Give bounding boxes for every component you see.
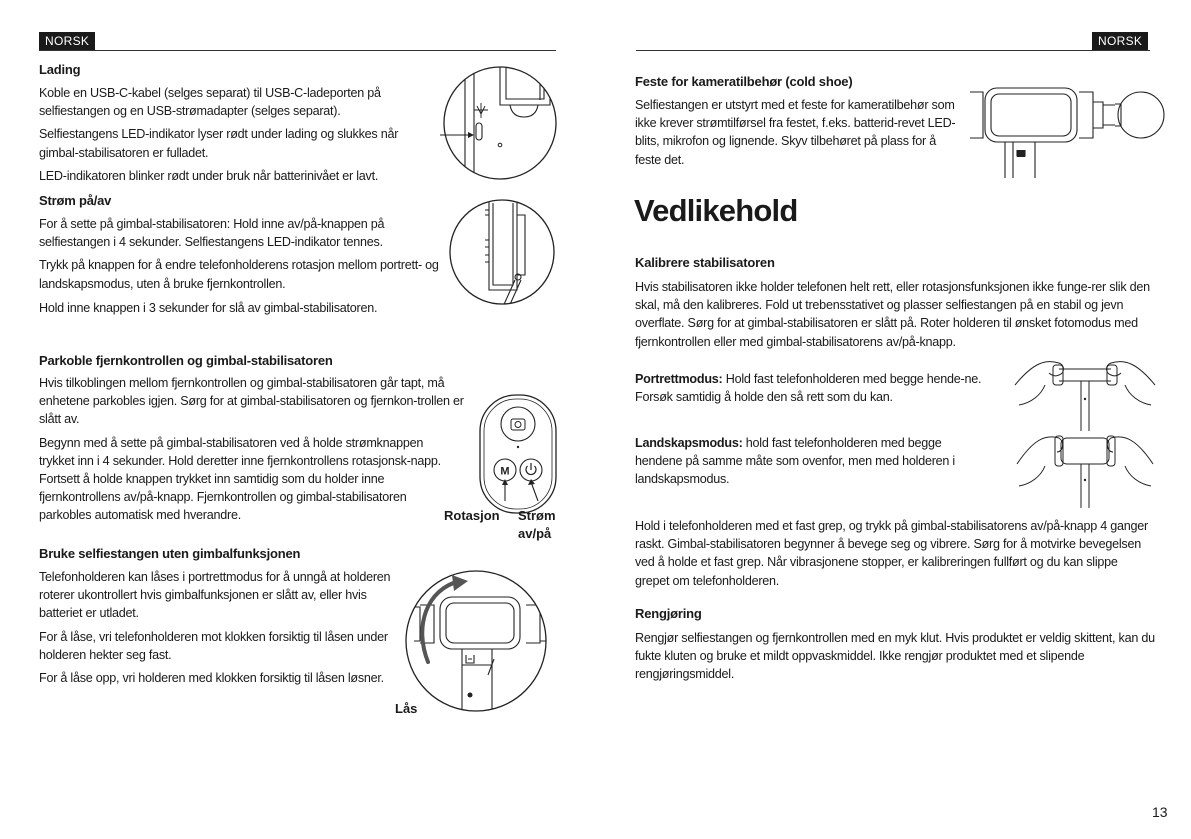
kalibrere-paragraph-2: Hold i telefonholderen med et fast grep, og trykk på gimbal-stabilisatorens av/på-knapp 4 ganger raskt. Gimbal-stabilisatoren begynner å bevege seg og vibrere. Sørg for å motvirke bevegelsen ved å holde et fast grep. Når vibrasjonene stopper, er kalibreringen fullført og du kan slippe grepet om telefonholderen. — [635, 519, 1148, 588]
section-title-lading: Lading — [39, 62, 81, 77]
lading-paragraph-3: LED-indikatoren blinker rødt under bruk når batterinivået er lavt. — [39, 168, 379, 183]
landskap-label: Landskapsmodus: — [635, 436, 743, 450]
section-title-kalibrere: Kalibrere stabilisatoren — [635, 255, 775, 270]
section-feste — [635, 74, 965, 174]
hands-landscape-illustration — [1015, 430, 1155, 508]
label-strom-avpa — [518, 507, 556, 543]
section-title-strom: Strøm på/av — [39, 193, 112, 208]
parkoble-paragraph-2: Begynn med å sette på gimbal-stabilisatoren ved å holde strømknappen trykket inn i 4 sekunder. Hold deretter inne fjernkontrollens rotasjonsk-napp. Fortsett å holde knappen trykket inn samtidig som du holder inne fjernkontrollens av/på-knapp. Fjernkontrollen og gimbal-stabilisatoren parkobles automatisk med hverandre. — [39, 435, 441, 523]
page-number: 13 — [1152, 804, 1168, 820]
bruke-paragraph-2: For å låse, vri telefonholderen mot klokken forsiktig til låsen under holderen hekter seg fast. — [39, 629, 388, 662]
header-rule-right — [636, 50, 1150, 51]
rengjoring-paragraph-1: Rengjør selfiestangen og fjernkontrollen med en myk klut. Hvis produktet er veldig skittent, kan du fukte kluten og bruke et mildt oppvaskmiddel. Ikke rengjør produktet med et slipende rengjøringsmiddel. — [635, 631, 1155, 682]
strom-paragraph-1: For å sette på gimbal-stabilisatoren: Hold inne av/på-knappen på selfiestangen i 4 sekunder. Selfiestangens LED-indikator tennes. — [39, 217, 385, 250]
language-tag-left: NORSK — [39, 32, 95, 50]
section-title-parkoble: Parkoble fjernkontrollen og gimbal-stabilisatoren — [39, 353, 333, 368]
lading-paragraph-2: Selfiestangens LED-indikator lyser rødt under lading og slukkes når gimbal-stabilisatoren er fulladet. — [39, 127, 399, 160]
lading-paragraph-1: Koble en USB-C-kabel (selges separat) til USB-C-ladeporten på selfiestangen og en USB-strømadapter (selges separat). — [39, 86, 381, 119]
section-strom — [39, 193, 439, 322]
lock-holder-illustration — [400, 567, 552, 715]
remote-control-illustration — [478, 393, 558, 515]
hands-portrait-illustration — [1015, 355, 1155, 431]
portrett-mode-text — [635, 370, 990, 406]
portrett-description: Hold fast telefonholderen med begge hende-ne. Forsøk samtidig å holde den så rett som du kan. — [635, 372, 982, 405]
label-avpa: av/på — [518, 526, 552, 541]
cold-shoe-illustration — [965, 78, 1165, 186]
kalibrere-paragraph-1: Hvis stabilisatoren ikke holder telefonen helt rett, eller rotasjonsfunksjonen ikke funge-rer slik den skal, må den kalibreres. Fold ut trebensstativet og plasser selfiestangen på en stabil og jevn overflate. Sørg for at gimbal-stabilisatoren er slått på. Roter holderen til ønsket fotomodus med fjernkontrollen eller med gimbal-stabilisatorens av/på-knapp. — [635, 280, 1150, 349]
section-lading — [39, 62, 439, 190]
section-parkoble — [39, 353, 479, 530]
header-rule-left — [39, 50, 556, 51]
section-title-feste: Feste for kameratilbehør (cold shoe) — [635, 74, 853, 89]
section-bruke — [39, 546, 399, 692]
kalibrere-paragraph-2-block — [635, 517, 1155, 595]
strom-paragraph-2: Trykk på knappen for å endre telefonholderens rotasjon mellom portrett- og landskapsmodus, uten å bruke fjernkontrollen. — [39, 258, 439, 291]
section-rengjoring — [635, 606, 1155, 689]
landskap-mode-text — [635, 434, 990, 489]
landskap-description: hold fast telefonholderen med begge hendene på samme måte som ovenfor, men med holderen i landskapsmodus. — [635, 436, 955, 487]
language-tag-right: NORSK — [1092, 32, 1148, 50]
label-strom: Strøm — [518, 508, 556, 523]
strom-paragraph-3: Hold inne knappen i 3 sekunder for slå av gimbal-stabilisatoren. — [39, 300, 378, 315]
section-kalibrere — [635, 255, 1155, 356]
parkoble-paragraph-1: Hvis tilkoblingen mellom fjernkontrollen og gimbal-stabilisatoren går tapt, må enhetene parkobles igjen. Sørg for at gimbal-stabilisatoren og fjernkon-trollen er slått av. — [39, 376, 464, 427]
label-rotasjon: Rotasjon — [444, 508, 500, 523]
section-title-rengjoring: Rengjøring — [635, 606, 702, 621]
power-button-illustration — [447, 195, 557, 310]
page-heading-vedlikehold: Vedlikehold — [634, 193, 798, 228]
svg-text:M: M — [500, 465, 510, 478]
portrett-label: Portrettmodus: — [635, 372, 723, 386]
feste-paragraph-1: Selfiestangen er utstyrt med et feste for kameratilbehør som ikke krever strømtilførsel fra festet, f.eks. batterid-revet LED-blits, mikrofon og lignende. Skyv tilbehøret på plass for å feste det. — [635, 98, 956, 167]
section-title-bruke: Bruke selfiestangen uten gimbalfunksjonen — [39, 546, 301, 561]
label-las: Lås — [395, 701, 418, 716]
bruke-paragraph-1: Telefonholderen kan låses i portrettmodus for å unngå at holderen roterer ukontrollert hvis gimbalfunksjonen er slått av, eller hvis batteriet er utladet. — [39, 570, 391, 621]
bruke-paragraph-3: For å låse opp, vri holderen med klokken forsiktig til låsen løsner. — [39, 671, 384, 686]
charging-port-illustration — [440, 65, 560, 185]
